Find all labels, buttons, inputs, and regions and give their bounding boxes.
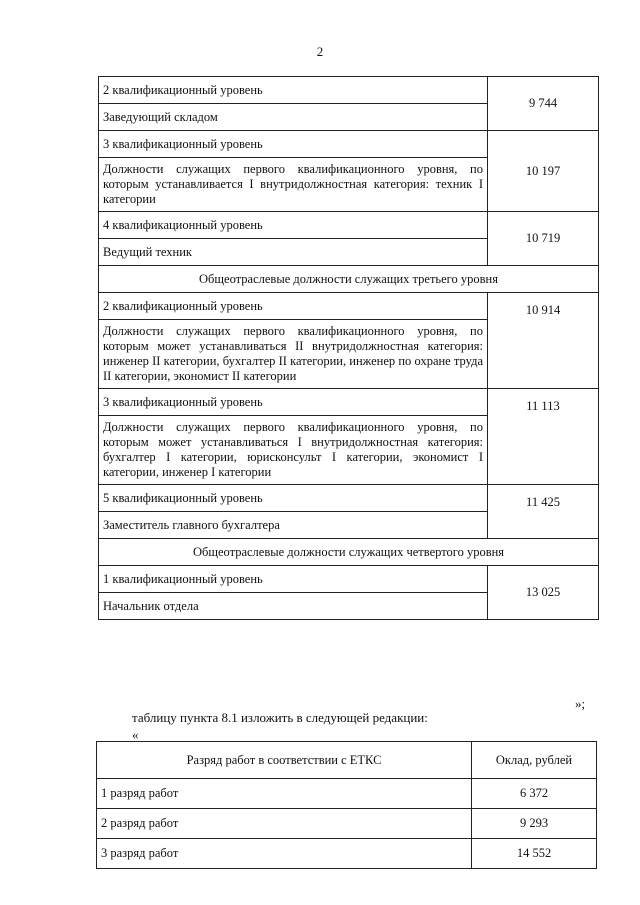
salary-cell: 14 552 — [472, 839, 597, 869]
opening-quote: « — [132, 727, 139, 742]
salary-cell: 9 293 — [472, 809, 597, 839]
table-header-row — [97, 742, 597, 779]
table-row — [97, 809, 597, 839]
position-description: Должности служащих первого квалификационного уровня, по которым может устанавливаться I внутридолжностная категория: бухгалтер I категории, юрисконсульт I категории, экономист I категории, инженер I категории — [99, 416, 488, 485]
grade-cell: 1 разряд работ — [97, 779, 472, 809]
grade-cell: 2 разряд работ — [97, 809, 472, 839]
qualification-level: 1 квалификационный уровень — [99, 566, 488, 593]
qualification-level: 2 квалификационный уровень — [99, 293, 488, 320]
salary-table-grades — [96, 741, 597, 869]
position-description: Начальник отдела — [99, 593, 488, 620]
qualification-level: 5 квалификационный уровень — [99, 485, 488, 512]
table-row — [99, 212, 599, 239]
grade-cell: 3 разряд работ — [97, 839, 472, 869]
section-heading: Общеотраслевые должности служащих четвертого уровня — [99, 539, 599, 566]
table-row — [97, 839, 597, 869]
salary-value: 10 719 — [488, 212, 599, 266]
salary-value: 9 744 — [488, 77, 599, 131]
qualification-level: 3 квалификационный уровень — [99, 389, 488, 416]
salary-value: 10 914 — [488, 293, 599, 389]
table-row — [99, 539, 599, 566]
position-description: Заведующий складом — [99, 104, 488, 131]
table-row — [99, 389, 599, 416]
salary-value: 10 197 — [488, 131, 599, 212]
page-number: 2 — [316, 44, 324, 59]
table-row — [99, 77, 599, 104]
position-description: Ведущий техник — [99, 239, 488, 266]
qualification-level: 3 квалификационный уровень — [99, 131, 488, 158]
table-row — [99, 485, 599, 512]
table-row — [99, 566, 599, 593]
table-row — [99, 293, 599, 320]
position-description: Должности служащих первого квалификационного уровня, по которым устанавливается I внутридолжностная категория: техник I категории — [99, 158, 488, 212]
column-header-salary: Оклад, рублей — [472, 742, 597, 779]
salary-table-positions — [98, 76, 599, 620]
qualification-level: 2 квалификационный уровень — [99, 77, 488, 104]
salary-value: 13 025 — [488, 566, 599, 620]
table-row — [97, 779, 597, 809]
column-header-grade: Разряд работ в соответствии с ЕТКС — [97, 742, 472, 779]
salary-cell: 6 372 — [472, 779, 597, 809]
section-heading: Общеотраслевые должности служащих третьего уровня — [99, 266, 599, 293]
table-row — [99, 131, 599, 158]
intro-text: таблицу пункта 8.1 изложить в следующей редакции: — [132, 710, 428, 725]
salary-value: 11 113 — [488, 389, 599, 485]
position-description: Должности служащих первого квалификационного уровня, по которым может устанавливаться II внутридолжностная категория: инженер II категории, бухгалтер II категории, инженер по охране труда II категории, экономист II категории — [99, 320, 488, 389]
salary-value: 11 425 — [488, 485, 599, 539]
table-row — [99, 266, 599, 293]
position-description: Заместитель главного бухгалтера — [99, 512, 488, 539]
qualification-level: 4 квалификационный уровень — [99, 212, 488, 239]
closing-quote: »; — [575, 696, 586, 711]
